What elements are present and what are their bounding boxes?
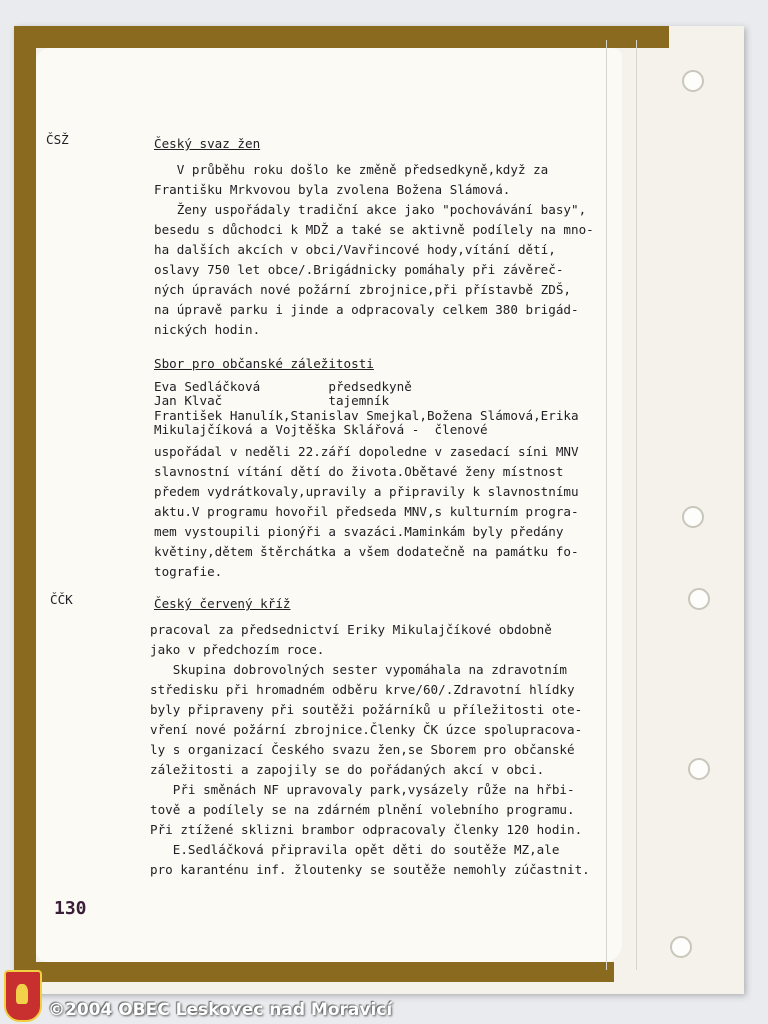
text-line: předem vydrátkovaly,upravily a připravily k slavnostnímu	[154, 484, 579, 499]
text-line: nických hodin.	[154, 322, 261, 337]
text-line: byly připraveny při soutěži požárníků u příležitosti ote-	[150, 702, 583, 717]
text-line: květiny,dětem štěrchátka a všem dodatečně na památku fo-	[154, 544, 579, 559]
margin-label-cck: ČČK	[50, 592, 73, 607]
text-line: E.Sedláčková připravila opět děti do soutěže MZ,ale	[150, 842, 560, 857]
punch-hole-icon	[682, 506, 704, 528]
text-line: slavnostní vítání dětí do života.Obětavé ženy místnost	[154, 464, 564, 479]
text-line: Ženy uspořádaly tradiční akce jako "pochovávání basy",	[154, 202, 587, 217]
margin-label-csz: ČSŽ	[46, 132, 69, 147]
member-line: Eva Sedláčková předsedkyně	[154, 379, 412, 394]
text-line: pro karanténu inf. žloutenky se soutěže nemohly zúčastnit.	[150, 862, 590, 877]
text-line: na úpravě parku i jinde a odpracovaly celkem 380 brigád-	[154, 302, 579, 317]
text-line: ných úpravách nové požární zbrojnice,při přístavbě ZDŠ,	[154, 282, 572, 297]
section-heading-csz: Český svaz žen	[154, 136, 261, 151]
punch-hole-icon	[688, 588, 710, 610]
text-line: Skupina dobrovolných sester vypomáhala na zdravotním	[150, 662, 568, 677]
text-line: jako v předchozím roce.	[150, 642, 325, 657]
member-line: František Hanulík,Stanislav Smejkal,Božena Slámová,Erika	[154, 408, 579, 423]
punch-hole-icon	[688, 758, 710, 780]
text-line: ly s organizací Českého svazu žen,se Sborem pro občanské	[150, 742, 575, 757]
text-line: ha dalších akcích v obci/Vavřincové hody,vítání dětí,	[154, 242, 556, 257]
punch-hole-icon	[682, 70, 704, 92]
gilded-edge-left	[14, 26, 36, 981]
text-line: středisku při hromadném odběru krve/60/.Zdravotní hlídky	[150, 682, 575, 697]
text-line: Františku Mrkvovou byla zvolena Božena Slámová.	[154, 182, 511, 197]
text-line: uspořádal v neděli 22.září dopoledne v zasedací síni MNV	[154, 444, 579, 459]
punch-hole-icon	[670, 936, 692, 958]
gilded-edge-top	[14, 26, 669, 48]
member-line: Jan Klvač tajemník	[154, 393, 390, 408]
text-line: besedu s důchodci k MDŽ a také se aktivně podílely na mno-	[154, 222, 594, 237]
text-line: aktu.V programu hovořil předseda MNV,s kulturním progra-	[154, 504, 579, 519]
sheet-fold-line	[636, 40, 637, 970]
text-line: Při směnách NF upravovaly park,vysázely růže na hřbi-	[150, 782, 575, 797]
text-line: mem vystoupili pionýři a svazáci.Maminkám byly předány	[154, 524, 564, 539]
text-line: tově a podílely se na zdárném plnění volebního programu.	[150, 802, 575, 817]
text-line: V průběhu roku došlo ke změně předsedkyně,když za	[154, 162, 549, 177]
sheet-fold-line	[606, 40, 607, 970]
text-line: záležitosti a zapojily se do pořádaných akcí v obci.	[150, 762, 545, 777]
section-heading-cck: Český červený kříž	[154, 596, 291, 611]
member-line: Mikulajčíková a Vojtěška Sklářová - členové	[154, 422, 488, 437]
gilded-edge-bottom	[14, 962, 614, 982]
section-heading-spoz: Sbor pro občanské záležitosti	[154, 356, 374, 371]
text-line: tografie.	[154, 564, 223, 579]
page-number: 130	[54, 898, 87, 919]
coat-of-arms-icon	[4, 970, 42, 1022]
text-line: Při ztížené sklizni brambor odpracovaly členky 120 hodin.	[150, 822, 583, 837]
text-line: pracoval za předsednictví Eriky Mikulajčíkové obdobně	[150, 622, 552, 637]
copyright-footer: ©2004 OBEC Leskovec nad Moravicí	[48, 1000, 393, 1020]
text-line: vření nové požární zbrojnice.Členky ČK úzce spolupracova-	[150, 722, 583, 737]
text-line: oslavy 750 let obce/.Brigádnicky pomáhaly při závěreč-	[154, 262, 564, 277]
